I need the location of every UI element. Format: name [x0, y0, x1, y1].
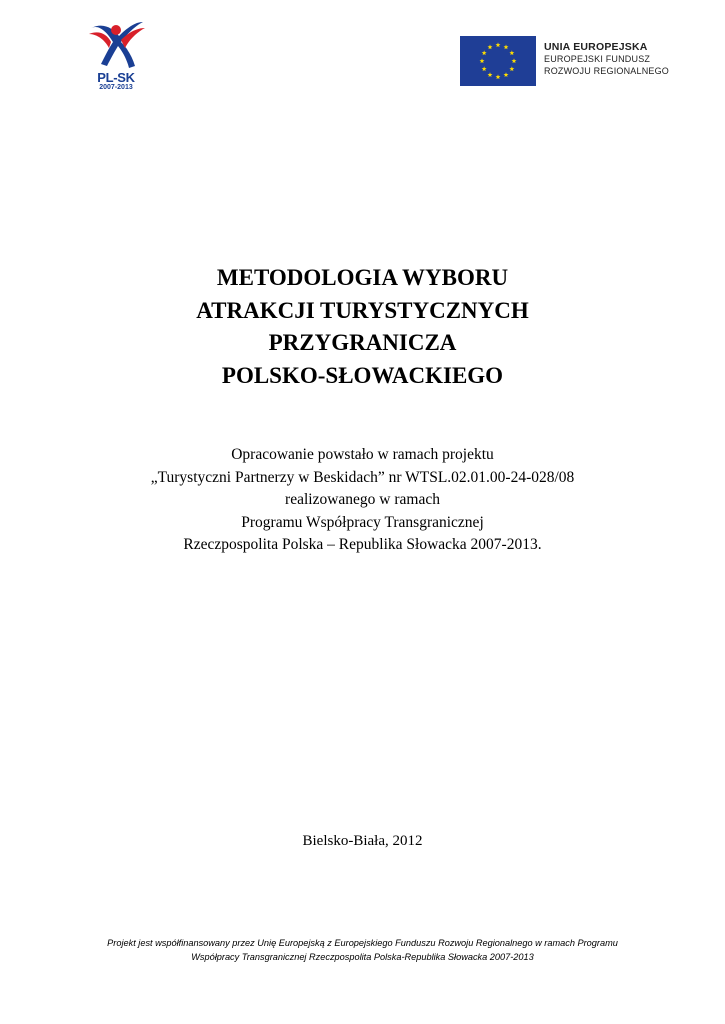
description-line-1: Opracowanie powstało w ramach projektu [231, 446, 494, 463]
eu-logo [460, 36, 680, 86]
eu-star [504, 45, 509, 50]
eu-star [496, 42, 501, 47]
description-line-4: Programu Współpracy Transgranicznej [241, 513, 484, 531]
eu-flag-icon [460, 36, 536, 86]
project-description [0, 444, 725, 557]
description-line-5: Rzeczpospolita Polska – Republika Słowacka 2007-2013. [183, 536, 542, 554]
footer-line-1: Projekt jest współfinansowany przez Unię Europejską z Europejskiego Funduszu Rozwoju Regionalnego w ramach Programu [107, 938, 618, 948]
eu-star [504, 72, 509, 77]
description-line-3: realizowanego w ramach [285, 491, 440, 509]
pl-sk-program-logo-icon [85, 18, 147, 72]
place-and-date: Bielsko-Biała, 2012 [302, 833, 423, 849]
title-line-3: PRZYGRANICZA [268, 330, 457, 355]
document-title [0, 262, 725, 392]
eu-star [509, 66, 514, 71]
title-line-1: METODOLOGIA WYBORU [216, 265, 509, 290]
eu-star [512, 58, 517, 63]
description-line-2: „Turystyczni Partnerzy w Beskidach” nr WTSL.02.01.00-24-028/08 [150, 468, 575, 486]
eu-logo-title: UNIA EUROPEJSKA [544, 41, 648, 53]
eu-star [482, 66, 487, 71]
eu-star [488, 45, 493, 50]
footer-line-2: Współpracy Transgranicznej Rzeczpospolita Polska-Republika Słowacka 2007-2013 [191, 952, 534, 962]
funding-footer [0, 936, 725, 964]
eu-star [482, 50, 487, 55]
title-line-2: ATRAKCJI TURYSTYCZNYCH [196, 297, 529, 323]
eu-star [509, 50, 514, 55]
title-line-4: POLSKO-SŁOWACKIEGO [221, 362, 504, 388]
pl-sk-logo [85, 18, 147, 98]
eu-logo-line2: ROZWOJU REGIONALNEGO [544, 66, 670, 76]
eu-logo-line1: EUROPEJSKI FUNDUSZ [544, 54, 651, 64]
pl-sk-logo-name: PL-SK [97, 70, 135, 85]
eu-star [480, 58, 485, 63]
eu-logo-text [544, 41, 669, 77]
eu-star [488, 72, 493, 77]
eu-star [496, 74, 501, 79]
pl-sk-logo-years: 2007-2013 [99, 84, 133, 91]
